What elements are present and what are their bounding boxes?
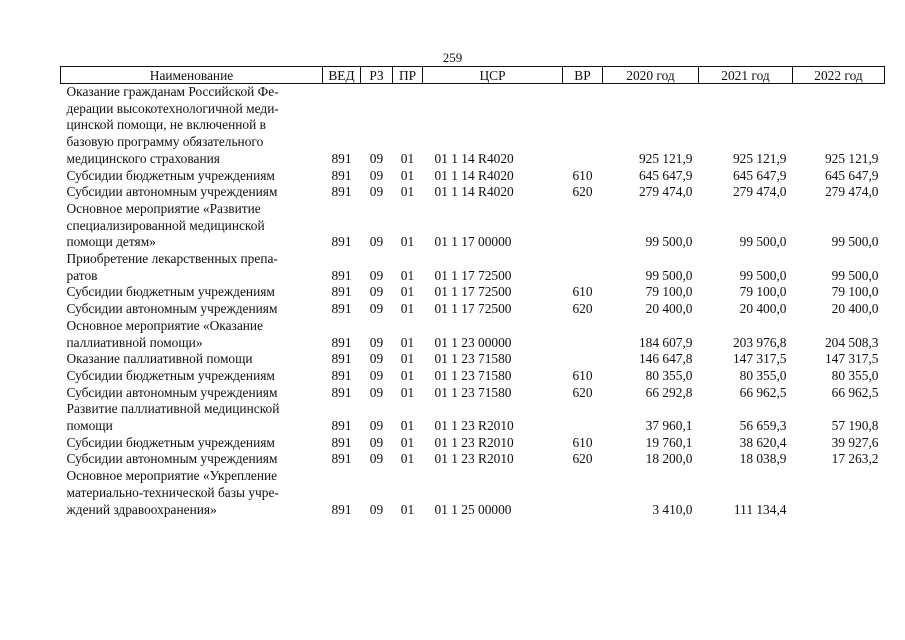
row-pr: 01 (400, 167, 415, 183)
row-2021: 79 100,0 (739, 284, 787, 300)
row-vr: 610 (572, 284, 593, 300)
row-vr (563, 351, 603, 368)
row-csr: 01 1 23 R2010 (434, 451, 514, 467)
row-2020: 279 474,0 (638, 184, 693, 200)
row-vr: 620 (572, 384, 593, 400)
row-2022: 204 508,3 (824, 334, 879, 350)
table-row (61, 168, 885, 185)
row-csr: 01 1 23 71580 (434, 367, 512, 383)
row-rz: 09 (369, 167, 384, 183)
row-name (61, 368, 323, 385)
row-pr: 01 (400, 267, 415, 283)
header-2020: 2020 год (603, 67, 699, 84)
row-vr (563, 468, 603, 518)
row-name-line: Основное мероприятие «Развитие (66, 200, 261, 216)
row-ved: 891 (331, 301, 352, 317)
row-2021: 925 121,9 (732, 150, 787, 166)
row-2022: 99 500,0 (831, 267, 879, 283)
row-2022: 20 400,0 (831, 301, 879, 317)
row-vr: 620 (572, 184, 593, 200)
row-2021: 56 659,3 (739, 418, 787, 434)
row-name-line: Субсидии автономным учреждениям (66, 184, 278, 200)
row-csr: 01 1 23 00000 (434, 334, 512, 350)
row-vr (563, 251, 603, 284)
row-2022: 17 263,2 (831, 451, 879, 467)
row-2020: 66 292,8 (645, 384, 693, 400)
row-name-line: дерации высокотехнологичной меди- (66, 100, 279, 116)
row-csr: 01 1 23 71580 (434, 351, 512, 367)
row-csr: 01 1 23 71580 (434, 384, 512, 400)
row-name-line: Основное мероприятие «Оказание (66, 317, 264, 333)
row-rz: 09 (369, 351, 384, 367)
row-2022: 79 100,0 (831, 284, 879, 300)
row-vr (563, 201, 603, 251)
row-vr (563, 318, 603, 351)
row-2020: 18 200,0 (645, 451, 693, 467)
row-2020: 645 647,9 (638, 167, 693, 183)
row-ved: 891 (331, 234, 352, 250)
row-2022: 925 121,9 (824, 150, 879, 166)
row-ved: 891 (331, 384, 352, 400)
row-pr: 01 (400, 418, 415, 434)
row-name (61, 284, 323, 301)
row-2022: 66 962,5 (831, 384, 879, 400)
header-name: Наименование (61, 67, 323, 84)
table-row (61, 251, 885, 284)
row-ved: 891 (331, 351, 352, 367)
row-vr: 620 (572, 301, 593, 317)
table-row (61, 201, 885, 251)
row-vr: 610 (572, 434, 593, 450)
row-2022: 645 647,9 (824, 167, 879, 183)
row-pr: 01 (400, 451, 415, 467)
row-name-line: Основное мероприятие «Укрепление (66, 468, 278, 484)
row-pr: 01 (400, 384, 415, 400)
row-rz: 09 (369, 434, 384, 450)
row-csr: 01 1 23 R2010 (434, 434, 514, 450)
row-2020: 37 960,1 (645, 418, 693, 434)
table-body (61, 84, 885, 519)
table-row (61, 451, 885, 468)
row-ved: 891 (331, 367, 352, 383)
row-csr: 01 1 17 72500 (434, 284, 512, 300)
row-name-line: Оказание гражданам Российской Фе- (66, 84, 279, 99)
row-pr: 01 (400, 184, 415, 200)
row-ved: 891 (331, 418, 352, 434)
row-vr (563, 84, 603, 168)
row-pr: 01 (400, 351, 415, 367)
row-name (61, 168, 323, 185)
table-row (61, 318, 885, 351)
row-csr: 01 1 14 R4020 (434, 167, 514, 183)
row-name-line: Субсидии автономным учреждениям (66, 451, 278, 467)
row-2022: 279 474,0 (824, 184, 879, 200)
row-2020: 184 607,9 (638, 334, 693, 350)
header-csr: ЦСР (423, 67, 563, 84)
row-name (61, 351, 323, 368)
row-rz: 09 (369, 501, 384, 517)
row-pr: 01 (400, 501, 415, 517)
row-csr: 01 1 17 00000 (434, 234, 512, 250)
header-2021: 2021 год (699, 67, 793, 84)
row-rz: 09 (369, 184, 384, 200)
row-rz: 09 (369, 234, 384, 250)
table-row (61, 351, 885, 368)
row-csr: 01 1 17 72500 (434, 301, 512, 317)
row-ved: 891 (331, 284, 352, 300)
row-name (61, 184, 323, 201)
row-name-line: медицинского страхования (66, 150, 220, 166)
row-csr: 01 1 17 72500 (434, 267, 512, 283)
row-csr: 01 1 25 00000 (434, 501, 512, 517)
row-2022 (793, 468, 885, 518)
row-name-line: цинской помощи, не включенной в (66, 117, 266, 133)
row-2022: 99 500,0 (831, 234, 879, 250)
row-rz: 09 (369, 367, 384, 383)
row-2022: 39 927,6 (831, 434, 879, 450)
row-name-line: Субсидии бюджетным учреждениям (66, 284, 275, 300)
row-2022: 57 190,8 (831, 418, 879, 434)
row-vr (563, 401, 603, 434)
row-csr: 01 1 23 R2010 (434, 418, 514, 434)
row-name-line: Приобретение лекарственных препа- (66, 251, 278, 267)
row-name-line: паллиативной помощи» (66, 334, 203, 350)
row-2022: 147 317,5 (824, 351, 879, 367)
row-pr: 01 (400, 367, 415, 383)
row-2021: 203 976,8 (732, 334, 787, 350)
row-pr: 01 (400, 284, 415, 300)
row-ved: 891 (331, 501, 352, 517)
row-name-line: ждений здравоохранения» (66, 501, 217, 517)
row-rz: 09 (369, 150, 384, 166)
row-2020: 146 647,8 (638, 351, 693, 367)
table-row (61, 84, 885, 168)
row-2020: 80 355,0 (645, 367, 693, 383)
row-name-line: Субсидии бюджетным учреждениям (66, 434, 275, 450)
row-name-line: Развитие паллиативной медицинской (66, 401, 280, 417)
row-rz: 09 (369, 384, 384, 400)
row-name (61, 251, 323, 284)
row-name-line: материально-технической базы учре- (66, 484, 279, 500)
row-name-line: базовую программу обязательного (66, 134, 264, 150)
row-vr: 610 (572, 367, 593, 383)
row-2020: 19 760,1 (645, 434, 693, 450)
row-2020: 3 410,0 (652, 501, 693, 517)
row-name-line: специализированной медицинской (66, 217, 265, 233)
header-ved: ВЕД (323, 67, 361, 84)
row-name (61, 201, 323, 251)
row-2021: 99 500,0 (739, 234, 787, 250)
row-2021: 99 500,0 (739, 267, 787, 283)
table-row (61, 284, 885, 301)
page-number: 259 (442, 50, 463, 65)
row-name-line: Субсидии бюджетным учреждениям (66, 167, 275, 183)
row-2021: 147 317,5 (732, 351, 787, 367)
row-rz: 09 (369, 451, 384, 467)
table-row (61, 468, 885, 518)
row-name (61, 318, 323, 351)
table-header-row (61, 67, 885, 84)
row-2021: 18 038,9 (739, 451, 787, 467)
row-name-line: помощи (66, 418, 113, 434)
row-name-line: Субсидии бюджетным учреждениям (66, 367, 275, 383)
row-vr: 610 (572, 167, 593, 183)
budget-table (60, 66, 885, 518)
row-name-line: Оказание паллиативной помощи (66, 351, 253, 367)
table-row (61, 301, 885, 318)
row-2020: 99 500,0 (645, 267, 693, 283)
table-row (61, 435, 885, 452)
header-2022: 2022 год (793, 67, 885, 84)
row-2020: 20 400,0 (645, 301, 693, 317)
row-2020: 925 121,9 (638, 150, 693, 166)
table-row (61, 401, 885, 434)
row-pr: 01 (400, 434, 415, 450)
row-rz: 09 (369, 301, 384, 317)
row-2021: 38 620,4 (739, 434, 787, 450)
row-name-line: Субсидии автономным учреждениям (66, 384, 278, 400)
row-2021: 279 474,0 (732, 184, 787, 200)
row-rz: 09 (369, 284, 384, 300)
row-ved: 891 (331, 451, 352, 467)
row-csr: 01 1 14 R4020 (434, 150, 514, 166)
table-row (61, 184, 885, 201)
header-vr: ВР (563, 67, 603, 84)
row-pr: 01 (400, 234, 415, 250)
row-name (61, 401, 323, 434)
row-rz: 09 (369, 334, 384, 350)
table-row (61, 385, 885, 402)
row-name (61, 301, 323, 318)
row-2022: 80 355,0 (831, 367, 879, 383)
row-vr: 620 (572, 451, 593, 467)
row-ved: 891 (331, 184, 352, 200)
row-name (61, 385, 323, 402)
row-ved: 891 (331, 167, 352, 183)
row-ved: 891 (331, 434, 352, 450)
row-2021: 66 962,5 (739, 384, 787, 400)
header-rz: РЗ (361, 67, 393, 84)
table-row (61, 368, 885, 385)
row-pr: 01 (400, 150, 415, 166)
row-name-line: помощи детям» (66, 234, 156, 250)
row-2020: 99 500,0 (645, 234, 693, 250)
row-name (61, 435, 323, 452)
row-rz: 09 (369, 418, 384, 434)
row-2020: 79 100,0 (645, 284, 693, 300)
row-2021: 20 400,0 (739, 301, 787, 317)
row-pr: 01 (400, 334, 415, 350)
row-pr: 01 (400, 301, 415, 317)
row-csr: 01 1 14 R4020 (434, 184, 514, 200)
row-2021: 111 134,4 (733, 501, 787, 517)
row-ved: 891 (331, 150, 352, 166)
row-ved: 891 (331, 267, 352, 283)
row-name-line: ратов (66, 267, 98, 283)
row-2021: 645 647,9 (732, 167, 787, 183)
row-2021: 80 355,0 (739, 367, 787, 383)
row-name (61, 468, 323, 518)
row-name-line: Субсидии автономным учреждениям (66, 301, 278, 317)
row-ved: 891 (331, 334, 352, 350)
row-name (61, 451, 323, 468)
header-pr: ПР (393, 67, 423, 84)
row-name (61, 84, 323, 168)
row-rz: 09 (369, 267, 384, 283)
